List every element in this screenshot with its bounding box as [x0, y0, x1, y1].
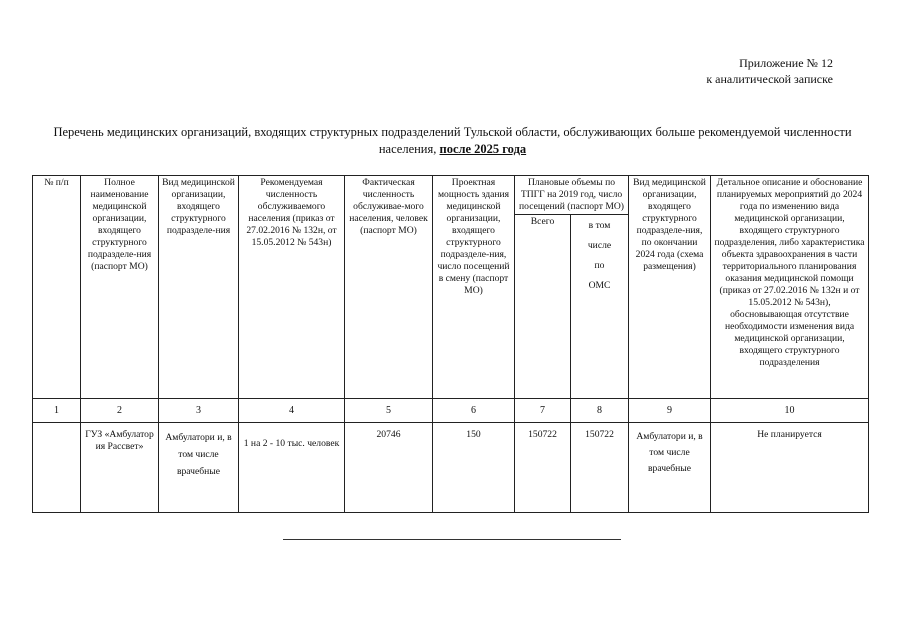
col-number: 9 — [629, 399, 711, 423]
cell-recommended: 1 на 2 - 10 тыс. человек — [239, 423, 345, 513]
header-oms — [571, 215, 629, 399]
col-number: 10 — [711, 399, 869, 423]
title-text: Перечень медицинских организаций, входящих структурных подразделений Тульской области, обслуживающих больше рекомендуемой численности населения, — [53, 125, 852, 156]
header-description: Детальное описание и обоснование планируемых мероприятий до 2024 года по изменению вида медицинской организации, входящего структурного подразделения, либо характеристика объекта здравоохранения в части территориального планирования оказания медицинской помощи (приказ от 27.02.2016 № 132н и от 15.05.2012 № 543н), обосновывающая отсутствие необходимости изменения вида медицинской организации, входящего структурного подразделения — [711, 176, 869, 399]
cell-number — [33, 423, 81, 513]
title-emphasis: после 2025 года — [439, 142, 527, 156]
header-total: Всего — [515, 215, 571, 399]
header-row — [33, 176, 869, 215]
header-org-name: Полное наименование медицинской организации, входящего структурного подразделе-ния (паспорт МО) — [81, 176, 159, 399]
cell-org-type: Амбулатори и, в том числе врачебные — [159, 423, 239, 513]
header-oms-text: в том числе по ОМС — [587, 220, 612, 291]
header-number: № п/п — [33, 176, 81, 399]
col-number: 2 — [81, 399, 159, 423]
col-number: 6 — [433, 399, 515, 423]
cell-org-name: ГУЗ «Амбулатор ия Рассвет» — [81, 423, 159, 513]
col-number: 3 — [159, 399, 239, 423]
end-line — [283, 539, 621, 540]
cell-actual: 20746 — [345, 423, 433, 513]
appendix-subtitle: к аналитической записке — [706, 72, 833, 86]
col-number: 1 — [33, 399, 81, 423]
cell-total: 150722 — [515, 423, 571, 513]
header-org-type-2024: Вид медицинской организации, входящего структурного подразделе-ния, по окончании 2024 года (схема размещения) — [629, 176, 711, 399]
col-number: 8 — [571, 399, 629, 423]
header-org-type: Вид медицинской организации, входящего структурного подразделе-ния — [159, 176, 239, 399]
cell-capacity: 150 — [433, 423, 515, 513]
col-number: 5 — [345, 399, 433, 423]
col-number: 4 — [239, 399, 345, 423]
document-title — [40, 124, 865, 158]
col-number: 7 — [515, 399, 571, 423]
header-planned-volumes: Плановые объемы по ТПГГ на 2019 год, число посещений (паспорт МО) — [515, 176, 629, 215]
cell-org-type-2024: Амбулатори и, в том числе врачебные — [629, 423, 711, 513]
table-row — [33, 423, 869, 513]
organizations-table — [32, 175, 869, 513]
header-recommended-population: Рекомендуемая численность обслуживаемого населения (приказ от 27.02.2016 № 132н, от 15.05.2012 № 543н) — [239, 176, 345, 399]
header-actual-population: Фактическая численность обслуживае-мого населения, человек (паспорт МО) — [345, 176, 433, 399]
cell-description: Не планируется — [711, 423, 869, 513]
cell-oms: 150722 — [571, 423, 629, 513]
column-number-row — [33, 399, 869, 423]
appendix-number: Приложение № 12 — [739, 56, 833, 70]
appendix-header — [706, 55, 833, 87]
header-design-capacity: Проектная мощность здания медицинской организации, входящего структурного подразделе-ния, число посещений в смену (паспорт МО) — [433, 176, 515, 399]
